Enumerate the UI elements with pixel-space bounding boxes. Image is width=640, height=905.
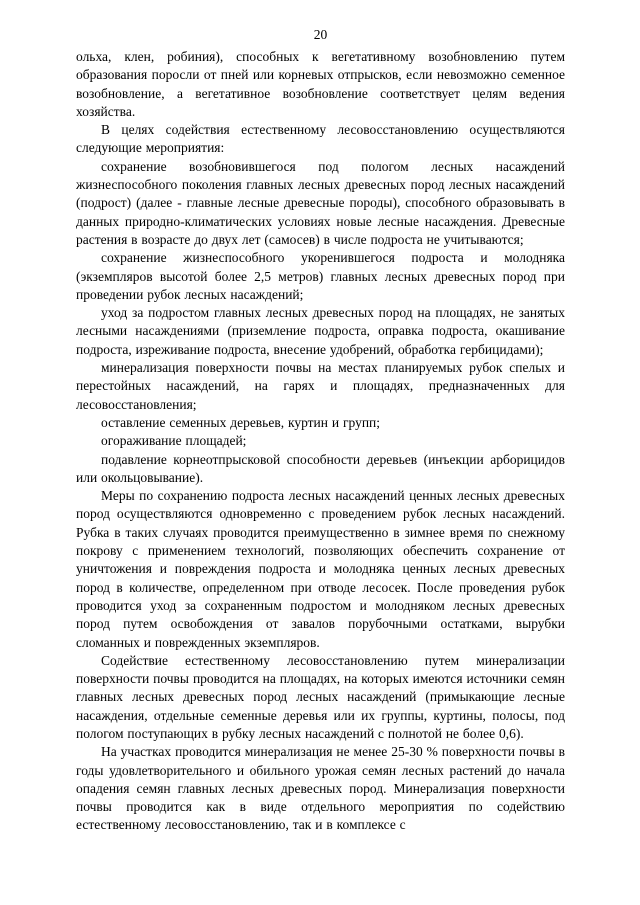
paragraph: сохранение возобновившегося под пологом лесных насаждений жизнеспособного поколения главных лесных древесных пород лесных насаждений (подрост) (далее - главные лесные древесные породы), способного образовывать в данных природно-климатических условиях новые лесные насаждения. Древесные растения в возрасте до двух лет (самосев) в числе подроста не учитываются; bbox=[76, 158, 565, 247]
paragraph: подавление корнеотпрысковой способности деревьев (инъекции арборицидов или окольцовывание). bbox=[76, 451, 565, 485]
paragraph: оставление семенных деревьев, куртин и групп; bbox=[101, 414, 381, 430]
paragraph: ольха, клен, робиния), способных к вегетативному возобновлению путем образования поросли от пней или корневых отпрысков, если невозможно семенное возобновление, а вегетативное возобновление соответствует целям ведения хозяйства. bbox=[76, 49, 565, 119]
paragraph: уход за подростом главных лесных древесных пород на площадях, не занятых лесными насаждениями (приземление подроста, оправка подроста, окашивание подроста, изреживание подроста, внесение удобрений, обработка гербицидами); bbox=[76, 305, 565, 357]
paragraph: огораживание площадей; bbox=[101, 433, 247, 449]
paragraph: Содействие естественному лесовосстановлению путем минерализации поверхности почвы проводится на площадях, на которых имеются источники семян главных лесных древесных пород лесных насаждений (примыкающие лесные насаждения, отдельные семенные деревья или их группы, куртины, полосы, под пологом поступающих в рубку лесных насаждений с полнотой не более 0,6). bbox=[76, 652, 565, 741]
document-body bbox=[76, 48, 565, 835]
paragraph: В целях содействия естественному лесовосстановлению осуществляются следующие мероприятия: bbox=[76, 122, 565, 156]
paragraph: Меры по сохранению подроста лесных насаждений ценных лесных древесных пород осуществляются одновременно с проведением рубок лесных насаждений. Рубка в таких случаях проводится преимущественно в зимнее время по снежному покрову с применением технологий, позволяющих обеспечить сохранение от уничтожения и повреждения подроста и молодняка ценных лесных древесных пород в количестве, определенном при отводе лесосек. После проведения рубок проводится уход за сохраненным подростом и молодняком лесных древесных пород путем освобождения от завалов порубочными остатками, вырубки сломанных и поврежденных экземпляров. bbox=[76, 488, 565, 650]
page-number: 20 bbox=[313, 27, 328, 42]
paragraph: минерализация поверхности почвы на местах планируемых рубок спелых и перестойных насаждений, на гарях и площадях, предназначенных для лесовосстановления; bbox=[76, 360, 565, 412]
paragraph: сохранение жизнеспособного укоренившегося подроста и молодняка (экземпляров высотой более 2,5 метров) главных лесных древесных пород при проведении рубок лесных насаждений; bbox=[76, 250, 565, 302]
paragraph: На участках проводится минерализация не менее 25-30 % поверхности почвы в годы удовлетворительного и обильного урожая семян лесных растений до начала опадения семян главных лесных древесных пород. Минерализация поверхности почвы проводится как в виде отдельного мероприятия по содействию естественному лесовосстановлению, так и в комплексе с bbox=[76, 744, 565, 833]
